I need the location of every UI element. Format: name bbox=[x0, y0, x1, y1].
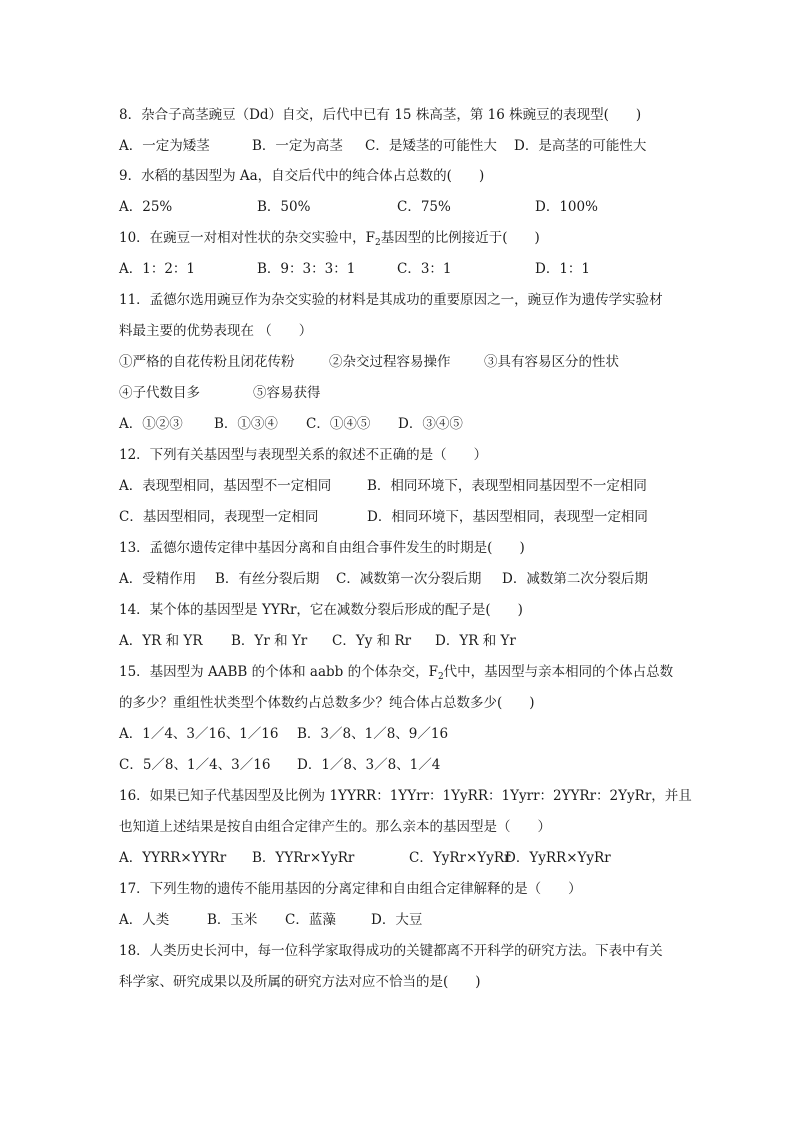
q12-stem: 12．下列有关基因型与表现型关系的叙述不正确的是（ ） bbox=[119, 447, 488, 463]
q11-item-3: ③具有容易区分的性状 bbox=[484, 354, 619, 370]
q15-option-a: A．1／4、3／16、1／16 bbox=[119, 726, 279, 742]
q11-stem-line1: 11．孟德尔选用豌豆作为杂交实验的材料是其成功的重要原因之一，豌豆作为遗传学实验材 bbox=[119, 292, 663, 308]
q13-stem: 13．孟德尔遗传定律中基因分离和自由组合事件发生的时期是( ) bbox=[119, 540, 525, 556]
q10-stem-prefix: 10．在豌豆一对相对性状的杂交实验中，F bbox=[119, 230, 376, 246]
q8-options bbox=[119, 138, 646, 154]
q9-option-a: A．25% bbox=[119, 199, 173, 215]
q11-item-5: ⑤容易获得 bbox=[253, 385, 321, 401]
q17-option-d: D．大豆 bbox=[371, 912, 423, 928]
q15-stem-suffix: 代中，基因型与亲本相同的个体占总数 bbox=[443, 664, 674, 680]
q11-option-b: B．①③④ bbox=[214, 416, 278, 432]
q10-option-c: C．3：1 bbox=[397, 261, 452, 277]
q12-option-b: B．相同环境下，表现型相同基因型不一定相同 bbox=[367, 478, 647, 494]
q16-stem-line1: 16．如果已知子代基因型及比例为 1YYRR：1YYrr：1YyRR：1Yyrr：2YYRr：2YyRr，并且 bbox=[119, 788, 692, 804]
q10-stem-subscript: 2 bbox=[375, 238, 381, 248]
q12-options-row1 bbox=[119, 478, 647, 494]
q14-option-b: B．Yr 和 Yr bbox=[231, 633, 308, 649]
q15-options-row1 bbox=[119, 726, 448, 742]
q8-option-a: A．一定为矮茎 bbox=[119, 138, 210, 154]
q9-options bbox=[119, 199, 598, 215]
q15-stem-line2: 的多少？重组性状类型个体数约占总数多少？纯合体占总数多少( ) bbox=[119, 695, 535, 711]
q16-option-c: C．YyRr×YyRr bbox=[409, 850, 511, 866]
q14-stem: 14．某个体的基因型是 YYRr，它在减数分裂后形成的配子是( ) bbox=[119, 602, 523, 618]
q11-items-row1 bbox=[119, 354, 619, 370]
q14-option-c: C．Yy 和 Rr bbox=[332, 633, 412, 649]
q9-option-b: B．50% bbox=[257, 199, 311, 215]
q12-option-c: C．基因型相同，表现型一定相同 bbox=[119, 509, 319, 525]
q9-option-c: C．75% bbox=[397, 199, 451, 215]
q11-option-d: D．③④⑤ bbox=[398, 416, 463, 432]
q11-item-1: ①严格的自花传粉且闭花传粉 bbox=[119, 354, 295, 370]
q17-options bbox=[119, 912, 422, 928]
q11-option-a: A．①②③ bbox=[119, 416, 183, 432]
q11-items-row2 bbox=[119, 385, 321, 401]
q9-stem: 9．水稻的基因型为 Aa，自交后代中的纯合体占总数的( ) bbox=[119, 168, 485, 184]
q11-option-c: C．①④⑤ bbox=[306, 416, 371, 432]
q15-option-b: B．3／8、1／8、9／16 bbox=[297, 726, 449, 742]
q16-option-d: D．YyRR×YyRr bbox=[505, 850, 611, 866]
q12-options-row2 bbox=[119, 509, 648, 525]
q11-options bbox=[119, 416, 463, 432]
q14-option-d: D．YR 和 Yr bbox=[435, 633, 516, 649]
q11-stem-line2: 料最主要的优势表现在 （ ） bbox=[119, 323, 313, 339]
q15-stem-prefix: 15．基因型为 AABB 的个体和 aabb 的个体杂交，F bbox=[119, 664, 438, 680]
q10-options bbox=[119, 261, 590, 277]
q10-stem-suffix: 基因型的比例接近于( ) bbox=[380, 230, 540, 246]
q16-option-a: A．YYRR×YYRr bbox=[119, 850, 227, 866]
q13-option-d: D．减数第二次分裂后期 bbox=[502, 571, 648, 587]
q8-option-b: B．一定为高茎 bbox=[252, 138, 343, 154]
q11-item-4: ④子代数目多 bbox=[119, 385, 200, 401]
q16-stem-line2: 也知道上述结果是按自由组合定律产生的。那么亲本的基因型是（ ） bbox=[119, 819, 551, 835]
q15-option-c: C．5／8、1／4、3／16 bbox=[119, 757, 271, 773]
q15-option-d: D．1／8、3／8、1／4 bbox=[297, 757, 441, 773]
q17-option-c: C．蓝藻 bbox=[285, 912, 336, 928]
q13-option-b: B．有丝分裂后期 bbox=[215, 571, 320, 587]
q15-stem-subscript: 2 bbox=[437, 672, 444, 682]
q10-option-a: A．1：2：1 bbox=[119, 261, 196, 277]
q15-stem-line1 bbox=[119, 664, 673, 685]
q12-option-a: A．表现型相同，基因型不一定相同 bbox=[119, 478, 332, 494]
q18-stem-line2: 科学家、研究成果以及所属的研究方法对应不恰当的是( ) bbox=[119, 974, 481, 990]
q13-options bbox=[119, 571, 648, 587]
q9-option-d: D．100% bbox=[535, 199, 598, 215]
q8-stem: 8．杂合子高茎豌豆（Dd）自交，后代中已有 15 株高茎，第 16 株豌豆的表现型( ) bbox=[119, 107, 642, 123]
q10-option-d: D．1：1 bbox=[535, 261, 591, 277]
q12-option-d: D．相同环境下，基因型相同，表现型一定相同 bbox=[367, 509, 648, 525]
q17-stem: 17．下列生物的遗传不能用基因的分离定律和自由组合定律解释的是（ ） bbox=[119, 881, 582, 897]
q18-stem-line1: 18．人类历史长河中，每一位科学家取得成功的关键都离不开科学的研究方法。下表中有关 bbox=[119, 943, 663, 959]
q8-option-c: C．是矮茎的可能性大 bbox=[365, 138, 497, 154]
q13-option-a: A．受精作用 bbox=[119, 571, 197, 587]
q14-options bbox=[119, 633, 516, 649]
q15-options-row2 bbox=[119, 757, 440, 773]
q17-option-b: B．玉米 bbox=[207, 912, 258, 928]
q13-option-c: C．减数第一次分裂后期 bbox=[336, 571, 482, 587]
q16-option-b: B．YYRr×YyRr bbox=[252, 850, 355, 866]
q16-options bbox=[119, 850, 611, 866]
q10-stem bbox=[119, 230, 540, 251]
q8-option-d: D．是高茎的可能性大 bbox=[514, 138, 647, 154]
q14-option-a: A．YR 和 YR bbox=[119, 633, 203, 649]
q17-option-a: A．人类 bbox=[119, 912, 170, 928]
q10-option-b: B．9：3：3：1 bbox=[257, 261, 356, 277]
q11-item-2: ②杂交过程容易操作 bbox=[329, 354, 451, 370]
